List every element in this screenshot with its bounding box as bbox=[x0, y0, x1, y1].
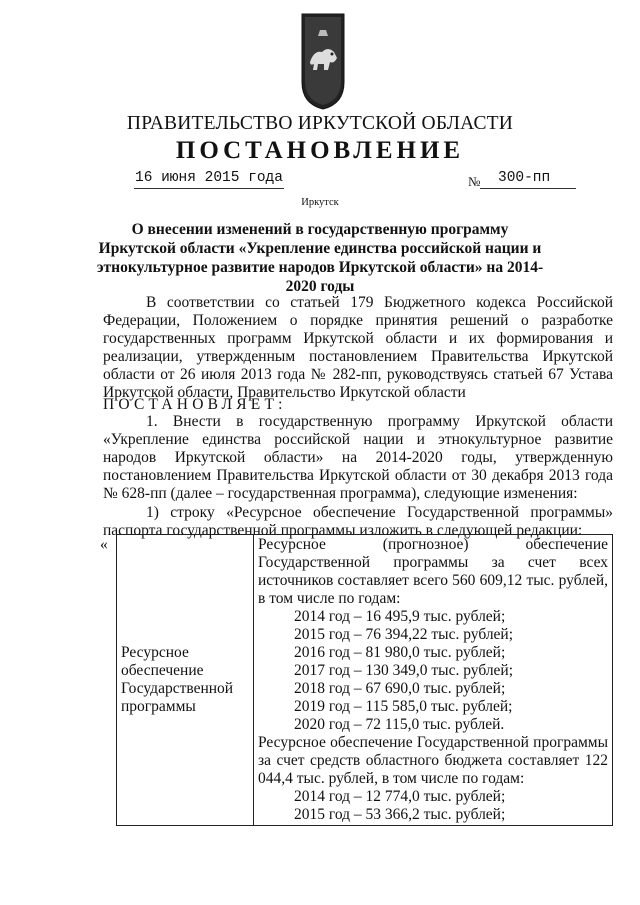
document-date: 16 июня 2015 года bbox=[135, 170, 283, 186]
total-year-2019: 2019 год – 115 585,0 тыс. рублей; bbox=[294, 698, 513, 715]
item-1-1-paragraph: 1) строку «Ресурсное обеспечение Государственной программы» паспорта государственной программы изложить в следующей редакции: bbox=[103, 504, 613, 539]
resolves-heading: ПОСТАНОВЛЯЕТ: bbox=[103, 396, 287, 413]
coat-of-arms-emblem bbox=[300, 12, 346, 110]
date-underline bbox=[134, 188, 284, 189]
row-label: Ресурсное обеспечение Государственной программы bbox=[121, 644, 234, 715]
preamble-paragraph: В соответствии со статьей 179 Бюджетного кодекса Российской Федерации, Положением о порядке принятия решений о разработке государственных программ Иркутской области и их формирования и реализации, утвержденным постановлением Правительства Иркутской области от 26 июля 2013 года № 282-пп, руководствуясь статьей 67 Устава Иркутской области, Правительство Иркутской области bbox=[103, 294, 613, 401]
government-name: ПРАВИТЕЛЬСТВО ИРКУТСКОЙ ОБЛАСТИ bbox=[126, 113, 514, 134]
total-year-2018: 2018 год – 67 690,0 тыс. рублей; bbox=[294, 680, 506, 697]
total-year-2016: 2016 год – 81 980,0 тыс. рублей; bbox=[294, 644, 506, 661]
document-type: ПОСТАНОВЛЕНИЕ bbox=[175, 137, 465, 164]
regional-year-2015: 2015 год – 53 366,2 тыс. рублей; bbox=[294, 806, 506, 823]
resources-table bbox=[116, 534, 613, 826]
total-year-2020: 2020 год – 72 115,0 тыс. рублей. bbox=[294, 716, 505, 733]
regional-intro: Ресурсное обеспечение Государственной программы за счет средств областного бюджета составляет 122 044,4 тыс. рублей, в том числе по годам: bbox=[258, 734, 608, 787]
total-year-2014: 2014 год – 16 495,9 тыс. рублей; bbox=[294, 608, 506, 625]
number-underline bbox=[480, 188, 576, 189]
row-value-cell bbox=[254, 535, 613, 826]
open-quote: « bbox=[100, 536, 108, 553]
number-sign: № bbox=[468, 174, 481, 189]
city-name: Иркутск bbox=[301, 197, 339, 208]
row-label-cell bbox=[117, 535, 254, 826]
table-row bbox=[117, 535, 613, 826]
total-year-2017: 2017 год – 130 349,0 тыс. рублей; bbox=[294, 662, 514, 679]
total-intro: Ресурсное (прогнозное) обеспечение Государственной программы за счет всех источников составляет всего 560 609,12 тыс. рублей, в том числе по годам: bbox=[258, 536, 608, 607]
regional-year-2014: 2014 год – 12 774,0 тыс. рублей; bbox=[294, 788, 506, 805]
total-year-2015: 2015 год – 76 394,22 тыс. рублей; bbox=[294, 626, 514, 643]
document-number: 300-пп bbox=[498, 170, 551, 186]
item-1-paragraph: 1. Внести в государственную программу Иркутской области «Укрепление единства российской нации и этнокультурное развитие народов Иркутской области» на 2014-2020 годы, утвержденную постановлением Правительства Иркутской области от 30 декабря 2013 года № 628-пп (далее – государственная программа), следующие изменения: bbox=[103, 413, 613, 502]
document-title: О внесении изменений в государственную программу Иркутской области «Укрепление единства российской нации и этнокультурное развитие народов Иркутской области» на 2014-2020 годы bbox=[96, 221, 544, 295]
